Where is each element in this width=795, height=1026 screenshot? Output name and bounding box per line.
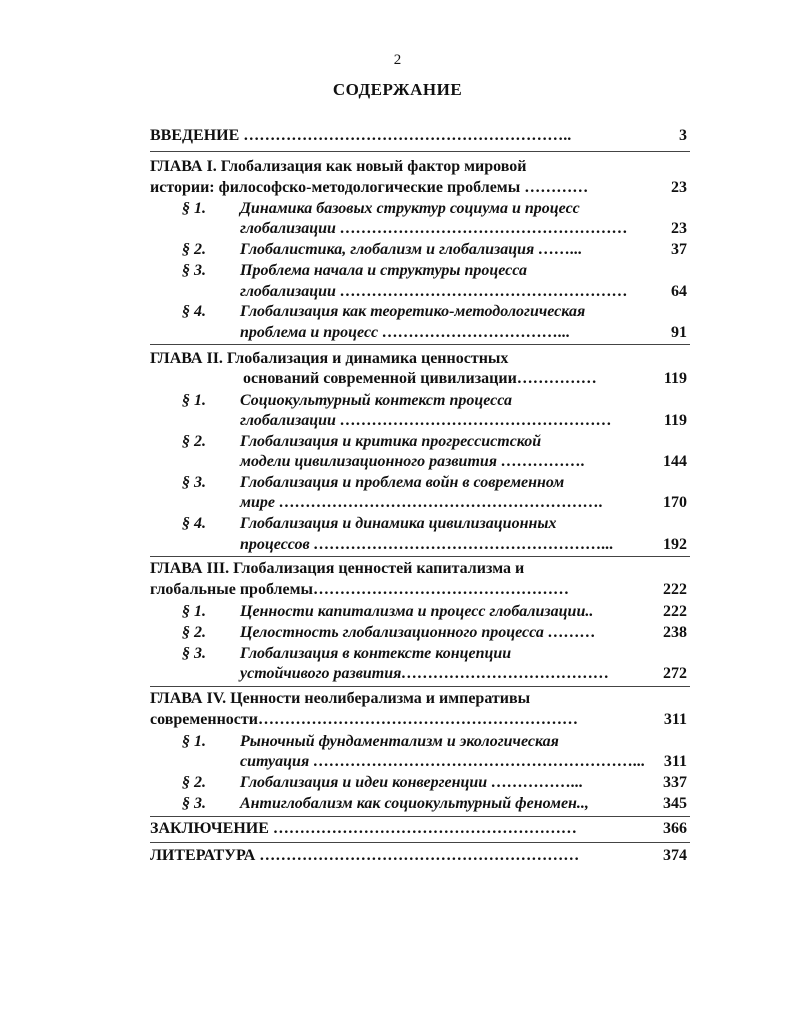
toc-section-cont [0,219,795,239]
divider [150,344,690,345]
section-mark: § 1. [182,603,206,620]
toc-entry-text: Глобализация как теоретико-методологическая [240,303,586,320]
toc-entry-page: 311 [663,753,687,770]
toc-entry-page: 37 [671,241,687,258]
toc-entry-page: 144 [663,453,687,470]
divider [150,556,690,557]
section-mark: § 3. [182,645,206,662]
toc-section-cont [0,452,795,472]
toc-chapter-1-cont [0,178,795,198]
toc-section [0,732,795,752]
toc-section [0,432,795,452]
toc-entry-text: мире ……………………………………………………. [240,494,603,511]
section-mark: § 2. [182,774,206,791]
toc-entry-page: 64 [671,283,687,300]
toc-section [0,623,795,643]
toc-entry-text: Ценности капитализма и процесс глобализации.. [240,603,594,620]
toc-entry-text: ситуация ……………………………………………………... [240,753,646,770]
toc-entry-text: ЛИТЕРАТУРА …………………………………………………… [150,847,580,864]
toc-entry-page: 23 [671,220,687,237]
divider [150,816,690,817]
section-mark: § 2. [182,433,206,450]
toc-entry-conclusion [0,819,795,839]
toc-chapter-1 [0,157,795,177]
divider [150,842,690,843]
toc-entry-text: устойчивого развития………………………………… [240,665,610,682]
toc-entry-text: глобализации …………………………………………… [240,412,612,429]
toc-section-cont [0,323,795,343]
section-mark: § 4. [182,303,206,320]
toc-entry-text: Рыночный фундаментализм и экологическая [240,733,559,750]
toc-section [0,473,795,493]
toc-entry-page: 119 [663,370,687,387]
toc-entry-text: ГЛАВА I. Глобализация как новый фактор мировой [150,158,527,175]
toc-entry-page: 311 [663,711,687,728]
toc-entry-page: 374 [663,847,687,864]
toc-entry-text: Глобализация и идеи конвергенции ……………... [240,774,584,791]
toc-section [0,261,795,281]
page-title: СОДЕРЖАНИЕ [332,80,463,99]
toc-entry-text: глобализации ……………………………………………… [240,283,628,300]
toc-chapter-4 [0,689,795,709]
toc-entry-page: 238 [663,624,687,641]
section-mark: § 2. [182,241,206,258]
section-mark: § 3. [182,795,206,812]
toc-entry-text: Антиглобализм как социокультурный феномен.., [240,795,589,812]
toc-section-cont [0,411,795,431]
toc-section [0,240,795,260]
toc-entry-text: глобальные проблемы………………………………………… [150,581,570,598]
toc-chapter-3-cont [0,580,795,600]
divider [150,151,690,152]
toc-entry-text: Глобалистика, глобализм и глобализация ……... [240,241,583,258]
toc-section-cont [0,493,795,513]
toc-entry-text: Глобализация в контексте концепции [240,645,512,662]
toc-entry-text: истории: философско-методологические проблемы ………… [150,179,589,196]
toc-entry-text: ЗАКЛЮЧЕНИЕ ………………………………………………… [150,820,577,837]
toc-entry-text: ГЛАВА II. Глобализация и динамика ценностных [150,350,509,367]
section-mark: § 1. [182,733,206,750]
toc-section [0,199,795,219]
toc-section-cont [0,664,795,684]
toc-section [0,302,795,322]
toc-section-cont [0,535,795,555]
toc-entry-text: Глобализация и проблема войн в современном [240,474,565,491]
toc-entry-page: 222 [663,603,687,620]
toc-entry-page: 345 [663,795,687,812]
toc-section [0,602,795,622]
divider [150,686,690,687]
toc-entry-page: 170 [663,494,687,511]
section-mark: § 2. [182,624,206,641]
toc-entry-text: ГЛАВА III. Глобализация ценностей капитализма и [150,560,525,577]
toc-section [0,391,795,411]
toc-entry-page: 23 [671,179,687,196]
toc-entry-text: оснований современной цивилизации…………… [243,370,597,387]
toc-chapter-2-cont [0,369,795,389]
toc-section [0,773,795,793]
toc-entry-text: глобализации ……………………………………………… [240,220,628,237]
toc-entry-text: современности…………………………………………………… [150,711,578,728]
toc-entry-page: 119 [663,412,687,429]
toc-entry-page: 337 [663,774,687,791]
page-number: 2 [393,52,402,68]
toc-chapter-2 [0,349,795,369]
toc-entry-page: 91 [671,324,687,341]
toc-entry-text: проблема и процесс ……………………………... [240,324,571,341]
toc-entry-page: 366 [663,820,687,837]
toc-entry-text: Социокультурный контекст процесса [240,392,512,409]
toc-chapter-4-cont [0,710,795,730]
toc-entry-intro [0,126,795,146]
toc-chapter-3 [0,559,795,579]
toc-entry-text: Глобализация и критика прогрессистской [240,433,542,450]
toc-entry-page: 272 [663,665,687,682]
toc-section-cont [0,752,795,772]
toc-entry-page: 3 [679,127,687,144]
toc-entry-text: Динамика базовых структур социума и процесс [240,200,580,217]
toc-section [0,514,795,534]
section-mark: § 3. [182,262,206,279]
toc-entry-text: ГЛАВА IV. Ценности неолиберализма и императивы [150,690,531,707]
section-mark: § 1. [182,392,206,409]
toc-section [0,794,795,814]
toc-entry-page: 192 [663,536,687,553]
section-mark: § 1. [182,200,206,217]
toc-entry-text: процессов ………………………………………………... [240,536,614,553]
toc-entry-page: 222 [663,581,687,598]
toc-entry-literature [0,846,795,866]
section-mark: § 3. [182,474,206,491]
toc-entry-text: Глобализация и динамика цивилизационных [240,515,557,532]
toc-section-cont [0,282,795,302]
toc-entry-text: Проблема начала и структуры процесса [240,262,527,279]
toc-section [0,644,795,664]
toc-entry-text: Целостность глобализационного процесса ……… [240,624,596,641]
section-mark: § 4. [182,515,206,532]
toc-entry-text: ВВЕДЕНИЕ …………………………………………………….. [150,127,572,144]
toc-entry-text: модели цивилизационного развития ……………. [240,453,586,470]
